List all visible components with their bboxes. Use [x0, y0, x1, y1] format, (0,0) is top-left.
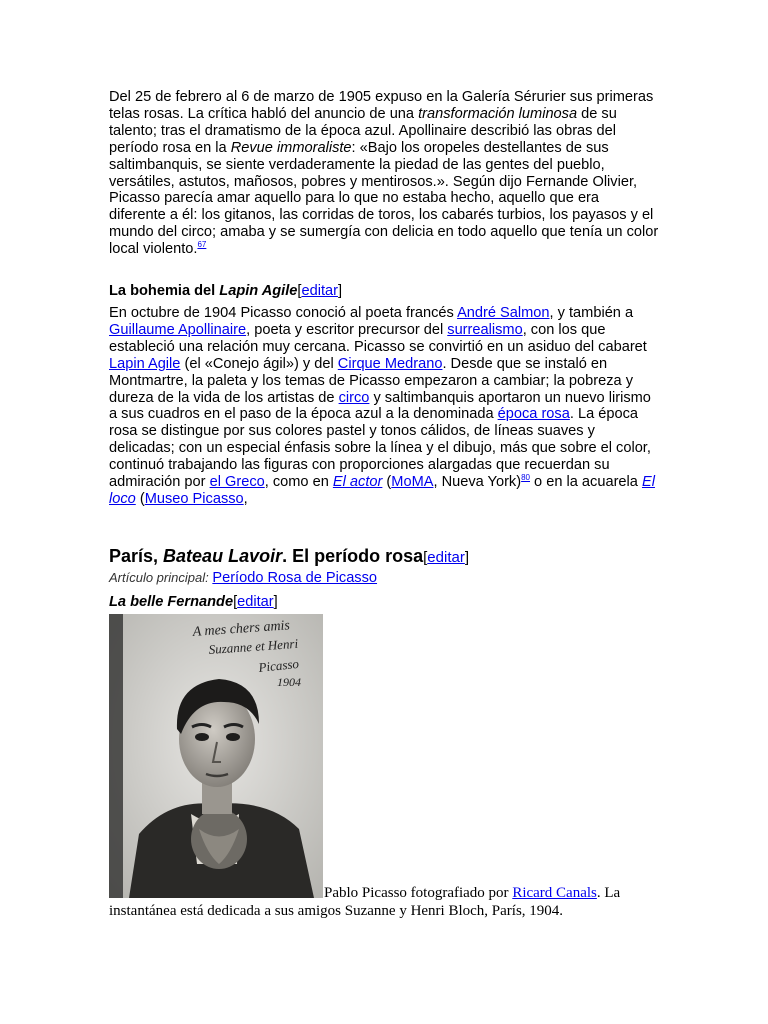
inscription-line-4: 1904 — [277, 675, 301, 689]
text: , Nueva York) — [433, 474, 522, 491]
heading-italic: Bateau Lavoir — [163, 546, 283, 566]
text: . La época rosa se distingue por sus colores pastel y tonos cálidos, de líneas suaves y delicadas; con un especial énfasis sobre la línea y el dibujo, más que sobre el color, continuó trabajando las figuras con proporciones alargadas que recuerdan su admiración por — [109, 406, 651, 491]
bracket: [ — [297, 283, 302, 299]
text: (el «Conejo ágil») y del — [180, 355, 338, 372]
text: , como en — [264, 474, 333, 491]
text: , — [243, 490, 248, 507]
link-moma[interactable]: MoMA — [391, 474, 434, 491]
bohemia-paragraph — [109, 305, 659, 508]
text: , con los que estableció una relación muy cercana. Picasso se convirtió en un asiduo del cabaret — [109, 321, 647, 355]
link-ricard-canals[interactable]: Ricard Canals — [512, 885, 597, 901]
subheading-belle-fernande — [109, 593, 659, 611]
text: . Desde que se instaló en Montmartre, la paleta y los temas de Picasso empezaron a cambiar; la pobreza y dureza de la vida de los artistas de — [109, 355, 633, 406]
text: y saltimbanquis aportaron un nuevo lirismo a sus cuadros en el paso de la época azul a la denominada — [109, 389, 651, 423]
link-circo[interactable]: circo — [338, 389, 370, 406]
heading-italic: La belle Fernande — [109, 594, 234, 610]
text: ( — [382, 474, 392, 491]
link-surrealismo[interactable]: surrealismo — [447, 321, 523, 338]
main-article-note — [109, 569, 659, 587]
edit-link[interactable]: editar — [427, 549, 465, 566]
photo-illustration — [109, 614, 323, 898]
link-lapin-agile[interactable]: Lapin Agile — [109, 355, 181, 372]
reference-link[interactable]: 67 — [197, 240, 207, 250]
link-apollinaire[interactable]: Guillaume Apollinaire — [109, 321, 247, 338]
text: o en la acuarela — [530, 474, 642, 491]
link-epoca-rosa[interactable]: época rosa — [497, 406, 570, 423]
bracket: ] — [273, 594, 278, 610]
text: Del 25 de febrero al 6 de marzo de 1905 expuso en la Galería Sérurier sus primeras telas rosas. La crítica habló del anuncio de una — [109, 89, 654, 122]
caption-text: . La instantánea está dedicada a sus amigos Suzanne y Henri Bloch, París, 1904. — [109, 885, 621, 919]
inscription-line-1: A mes chers amis — [192, 618, 291, 640]
text: de su talento; tras el dramatismo de la época azul. Apollinaire describió las obras del período rosa en la — [109, 105, 617, 156]
heading-italic: Lapin Agile — [219, 283, 298, 299]
text: : «Bajo los oropeles destellantes de sus saltimbanquis, se siente verdaderamente la piedad de las gentes del pueblo, versátiles, astutos, mañosos, pobres y mentirosos.». Según dijo Fernande Olivier, Picasso parecía amar aquello para lo que no estaba hecho, aquello que era diferente a él: los gitanos, las corridas de toros, los cabarés turbios, los payasos y el mundo del circo; amaba y se sumergía con delicia en todo aquello que tenía un color local violento. — [109, 139, 659, 258]
picasso-photograph[interactable] — [109, 614, 323, 898]
link-el-actor[interactable]: El actor — [332, 474, 383, 491]
bracket: ] — [464, 549, 469, 566]
bracket: ] — [337, 283, 343, 299]
photo-caption — [109, 884, 649, 920]
inscription-line-3: Picasso — [257, 655, 300, 675]
link-el-loco[interactable]: El loco — [109, 474, 655, 507]
link-museo-picasso[interactable]: Museo Picasso — [144, 490, 244, 507]
main-article-label: Artículo principal: — [109, 570, 209, 585]
heading-text: La bohemia del — [109, 283, 220, 299]
section-heading-paris — [109, 545, 659, 569]
reference-link[interactable]: 80 — [521, 473, 530, 483]
caption-text: Pablo Picasso fotografiado por — [324, 885, 513, 901]
link-andre-salmon[interactable]: André Salmon — [457, 305, 550, 321]
inscription-line-2: Suzanne et Henri — [208, 635, 299, 657]
bracket: [ — [233, 594, 238, 610]
link-el-greco[interactable]: el Greco — [209, 474, 265, 491]
italic-text: Revue immoraliste — [230, 139, 352, 156]
main-article-link[interactable]: Período Rosa de Picasso — [212, 570, 378, 586]
text: , poeta y escritor precursor del — [246, 321, 448, 338]
italic-text: transformación luminosa — [418, 105, 578, 122]
edit-link[interactable]: editar — [301, 283, 338, 299]
text: , y también a — [549, 305, 634, 321]
link-cirque-medrano[interactable]: Cirque Medrano — [337, 355, 443, 372]
heading-text: . El período rosa — [282, 546, 424, 566]
bracket: [ — [423, 549, 428, 566]
section-heading-bohemia — [109, 282, 659, 300]
heading-text: París, — [109, 546, 164, 566]
intro-paragraph — [109, 89, 659, 258]
text: En octubre de 1904 Picasso conoció al poeta francés — [109, 305, 458, 321]
edit-link[interactable]: editar — [237, 594, 274, 610]
text: ( — [135, 490, 145, 507]
